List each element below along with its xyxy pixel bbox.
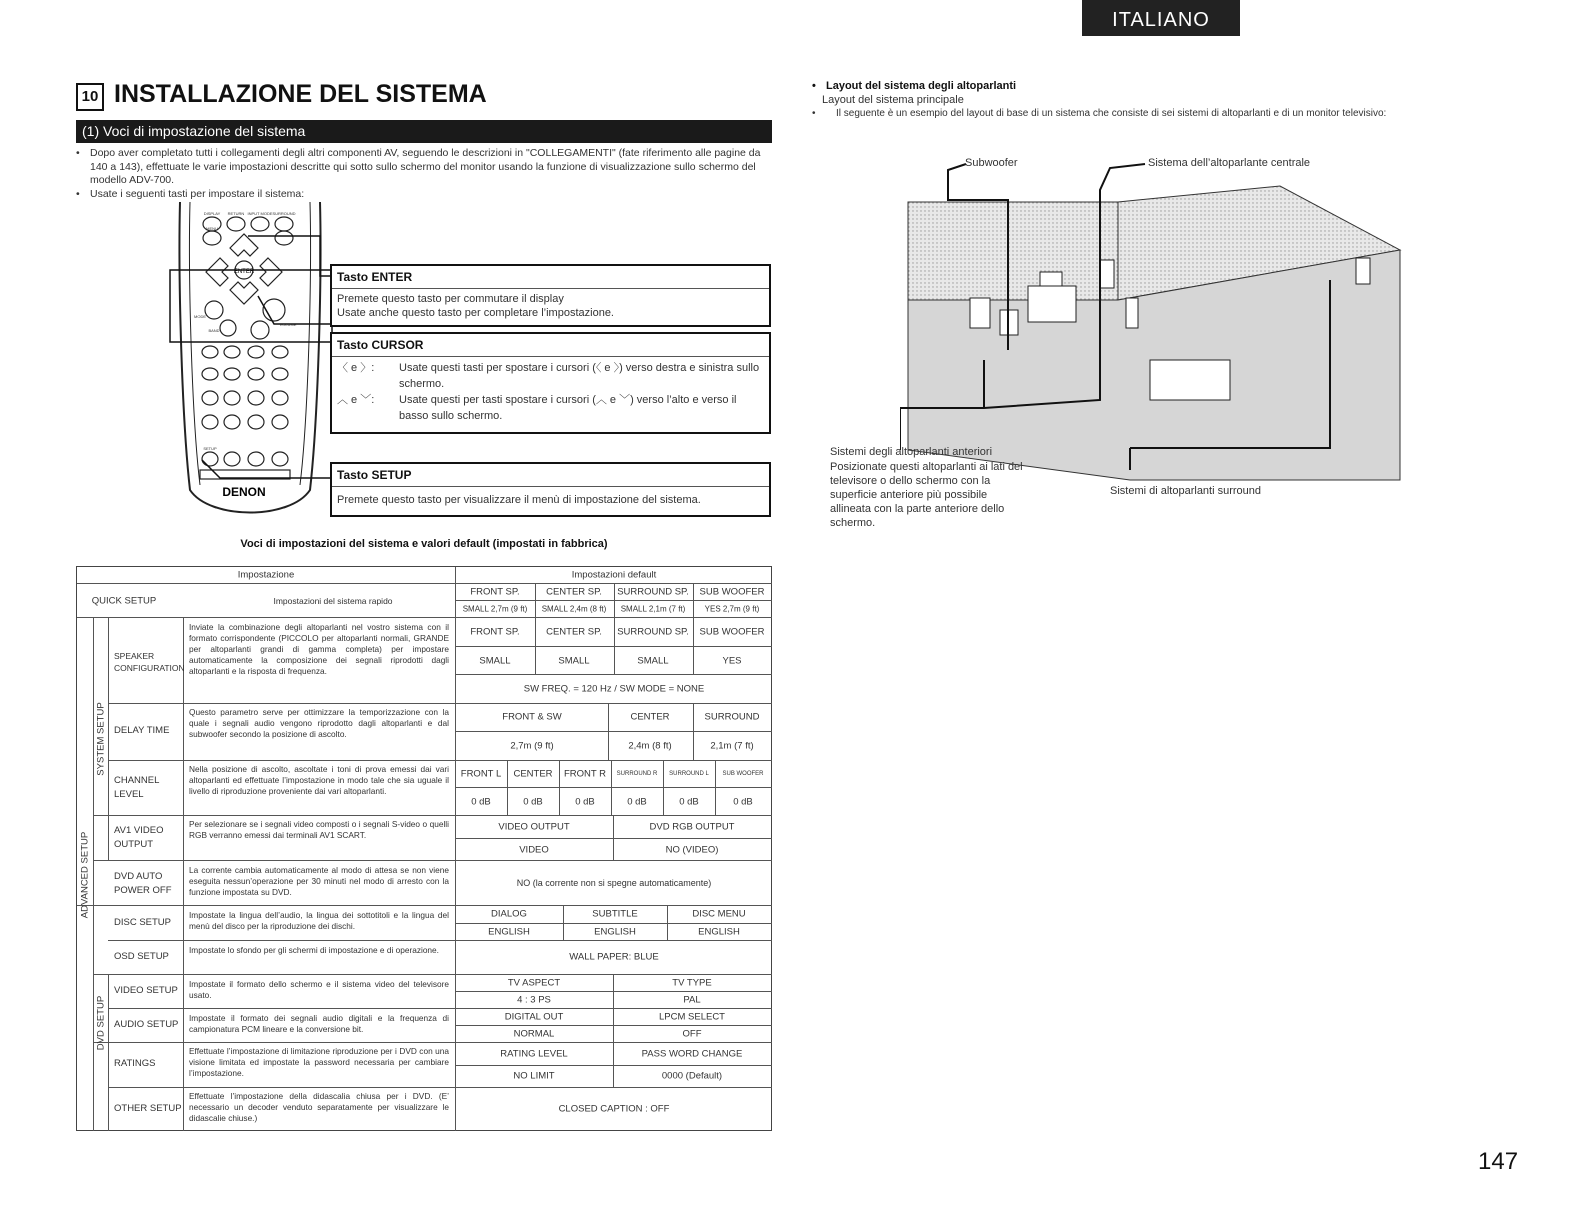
cell: SURROUND bbox=[704, 711, 760, 723]
remote-label: MODE bbox=[194, 314, 206, 319]
cell: NORMAL bbox=[513, 1028, 555, 1040]
front-speakers-desc: Posizionate questi altoparlanti ai lati del televisore o dello schermo con la superficie anteriore più possibile allineata con la parte anteriore dello schermo. bbox=[830, 461, 1023, 529]
cell: SMALL bbox=[479, 655, 511, 667]
group-label: ADVANCED SETUP bbox=[79, 831, 91, 919]
cursor-ud-text: Usate questi per tasti spostare i cursori (︿ e ﹀) verso l’alto e verso il basso sullo schermo. bbox=[399, 394, 737, 422]
cell: 0 dB bbox=[523, 796, 543, 808]
room-drawing bbox=[908, 186, 1400, 480]
surround-speakers-label: Sistemi di altoparlanti surround bbox=[1110, 485, 1262, 497]
cell: SURROUND SP. bbox=[617, 586, 689, 598]
cell: YES 2,7m (9 ft) bbox=[704, 604, 760, 614]
row-desc: Impostate il formato dello schermo e il sistema video del televisore usato. bbox=[189, 979, 449, 1000]
row-name: VIDEO SETUP bbox=[114, 985, 178, 996]
cell: 0 dB bbox=[733, 796, 753, 808]
cell: SUB WOOFER bbox=[722, 771, 764, 777]
cell: 0 dB bbox=[627, 796, 647, 808]
cell: ENGLISH bbox=[488, 926, 530, 938]
row-desc: Effettuate l’impostazione della didascalia chiusa per i DVD. (E’ necessario un decoder venduto separatamente per visualizzare le didascalie chiuse.) bbox=[189, 1091, 449, 1123]
cell: CENTER bbox=[513, 768, 553, 780]
page-number: 147 bbox=[1478, 1148, 1519, 1175]
remote-label: INPUT MODE bbox=[247, 211, 273, 216]
row-desc: Impostazioni del sistema rapido bbox=[273, 596, 393, 606]
row-desc: Questo parametro serve per ottimizzare la temporizzazione con la quale i segnali audio vengono riprodotto dagli altoparlanti e dal subwoofer secondo la posizione di ascolto. bbox=[189, 707, 449, 739]
layout-heading: • Layout del sistema degli altoparlanti bbox=[812, 80, 1386, 92]
subsection-bar: (1) Voci di impostazione del sistema bbox=[76, 120, 772, 143]
cell: NO (la corrente non si spegne automaticamente) bbox=[516, 878, 712, 888]
intro-bullet: • Usate i seguenti tasti per impostare il sistema: bbox=[76, 188, 766, 202]
cell: SURROUND SP. bbox=[617, 626, 689, 638]
cell: NO LIMIT bbox=[513, 1070, 555, 1082]
setup-key-box bbox=[330, 462, 771, 517]
cell: 4 : 3 PS bbox=[517, 994, 551, 1006]
section-number: 10 bbox=[76, 83, 104, 111]
cell: SMALL 2,4m (8 ft) bbox=[541, 604, 607, 614]
intro-bullets bbox=[76, 147, 766, 201]
cursor-lr-text: Usate questi tasti per spostare i cursori (〈 e 〉) verso destra e sinistra sullo schermo. bbox=[399, 362, 760, 390]
cursor-key-title: Tasto CURSOR bbox=[332, 334, 769, 357]
cell: SUBTITLE bbox=[592, 908, 638, 920]
remote-label: SETUP bbox=[203, 446, 217, 451]
cell: SURROUND L bbox=[669, 771, 709, 777]
row-desc: Per selezionare se i segnali video composti o i segnali S-video o quelli RGB verranno emessi dai terminali AV1 SCART. bbox=[189, 819, 449, 840]
center-speaker-label: Sistema dell’altoparlante centrale bbox=[1148, 157, 1311, 169]
row-name: CHANNEL bbox=[114, 775, 160, 786]
cell: SW FREQ. = 120 Hz / SW MODE = NONE bbox=[523, 683, 705, 695]
remote-brand-logo: DENON bbox=[222, 485, 266, 499]
speaker-layout-diagram bbox=[900, 150, 1440, 490]
row-name: DISC SETUP bbox=[114, 917, 172, 928]
cell: CENTER SP. bbox=[546, 586, 602, 598]
cell: SURROUND R bbox=[616, 771, 658, 777]
subwoofer-label: Subwoofer bbox=[965, 157, 1018, 169]
cell: SMALL 2,7m (9 ft) bbox=[462, 604, 528, 614]
row-desc: Inviate la combinazione degli altoparlanti nel vostro sistema con il formato corrispondente (PICCOLO per altoparlanti normali, GRANDE per altoparlanti grandi di gamma completa) per impostare automaticamente la composizione dei segnali riprodotti dagli altoparlanti e la risposta di frequenza. bbox=[189, 622, 449, 676]
enter-key-line: Premete questo tasto per commutare il display bbox=[337, 293, 564, 305]
cell: FRONT SP. bbox=[470, 626, 520, 638]
remote-label: VOLUME bbox=[279, 322, 297, 327]
row-name: LEVEL bbox=[114, 789, 144, 800]
row-name: RATINGS bbox=[114, 1058, 156, 1069]
cell: SUB WOOFER bbox=[699, 586, 765, 598]
cell: 0 dB bbox=[575, 796, 595, 808]
cell: 0 dB bbox=[679, 796, 699, 808]
cell: SMALL bbox=[637, 655, 669, 667]
remote-enter-label: ENTER bbox=[233, 269, 255, 275]
cell: 2,7m (9 ft) bbox=[510, 740, 554, 752]
cell: LPCM SELECT bbox=[659, 1011, 725, 1023]
remote-label: SURROUND bbox=[272, 211, 296, 216]
settings-table bbox=[76, 566, 772, 1131]
row-desc: Effettuate l’impostazione di limitazione riproduzione per i DVD con una visione limitata ed impostate la password necessaria per cambiare l’impostazione. bbox=[189, 1046, 449, 1078]
group-label: DVD SETUP bbox=[95, 995, 107, 1051]
cell: CLOSED CAPTION : OFF bbox=[558, 1103, 670, 1115]
cell: CENTER bbox=[630, 711, 670, 723]
remote-label: MENU bbox=[206, 226, 218, 231]
cell: VIDEO bbox=[519, 844, 549, 856]
cell: RATING LEVEL bbox=[500, 1048, 568, 1060]
row-name: DVD AUTO bbox=[114, 871, 163, 882]
cell: FRONT SP. bbox=[470, 586, 520, 598]
cell: SUB WOOFER bbox=[699, 626, 765, 638]
row-desc: Impostate il formato dei segnali audio digitali e la frequenza di campionatura PCM lineare e la conversione bit. bbox=[189, 1013, 449, 1034]
layout-subheading: Layout del sistema principale bbox=[822, 94, 964, 106]
cell: VIDEO OUTPUT bbox=[498, 821, 570, 833]
row-name: OUTPUT bbox=[114, 839, 154, 850]
setup-key-title: Tasto SETUP bbox=[332, 464, 769, 487]
cell: FRONT R bbox=[563, 768, 607, 780]
cell: PAL bbox=[683, 994, 701, 1006]
table-header: Impostazioni default bbox=[571, 569, 657, 581]
language-tab: ITALIANO bbox=[1082, 0, 1240, 36]
remote-label: BAND bbox=[208, 328, 220, 333]
row-desc: Impostate lo sfondo per gli schermi di impostazione e di operazione. bbox=[189, 945, 439, 955]
row-name: POWER OFF bbox=[114, 885, 172, 896]
enter-key-title: Tasto ENTER bbox=[332, 266, 769, 289]
row-name: OTHER SETUP bbox=[114, 1103, 182, 1114]
row-name: OSD SETUP bbox=[114, 951, 169, 962]
cell: 2,1m (7 ft) bbox=[710, 740, 754, 752]
enter-key-line: Usate anche questo tasto per completare l’impostazione. bbox=[337, 307, 614, 319]
cell: TV TYPE bbox=[672, 977, 712, 989]
page-title: INSTALLAZIONE DEL SISTEMA bbox=[114, 80, 487, 108]
cell: 0 dB bbox=[471, 796, 491, 808]
cell: PASS WORD CHANGE bbox=[641, 1048, 743, 1060]
cursor-key-box bbox=[330, 332, 771, 434]
intro-bullet: • Dopo aver completato tutti i collegamenti degli altri componenti AV, seguendo le descrizioni in "COLLEGAMENTI" (fate riferimento alle pagine da 140 a 143), effettuate le varie impostazioni descritte qui sotto sullo schermo del monitor usando la funzione di visualizzazione sullo schermo del modello ADV-700. bbox=[76, 147, 766, 188]
cell: YES bbox=[722, 655, 742, 667]
remote-label: RETURN bbox=[227, 211, 245, 216]
cell: FRONT L bbox=[460, 768, 502, 780]
row-name: DELAY TIME bbox=[114, 725, 170, 736]
cell: 0000 (Default) bbox=[661, 1070, 723, 1082]
callout-lines bbox=[160, 220, 340, 490]
cell: CENTER SP. bbox=[546, 626, 602, 638]
row-name: AUDIO SETUP bbox=[114, 1019, 179, 1030]
row-name: SPEAKER bbox=[114, 651, 155, 661]
row-desc: La corrente cambia automaticamente al modo di attesa se non viene eseguita nessun’operazione per 30 minuti nel modo di arresto con la funzione impostata su DVD. bbox=[189, 865, 449, 897]
cell: DISC MENU bbox=[692, 908, 746, 920]
cursor-lr-keys: 〈 e 〉: bbox=[337, 362, 375, 374]
cell: DVD RGB OUTPUT bbox=[649, 821, 735, 833]
setup-key-line: Premete questo tasto per visualizzare il menù di impostazione del sistema. bbox=[337, 494, 701, 506]
cell: DIGITAL OUT bbox=[504, 1011, 564, 1023]
cell: NO (VIDEO) bbox=[665, 844, 719, 856]
cell: WALL PAPER: BLUE bbox=[569, 951, 659, 963]
row-name: CONFIGURATION bbox=[114, 663, 185, 673]
cell: OFF bbox=[682, 1028, 702, 1040]
front-speakers-label: Sistemi degli altoparlanti anteriori bbox=[830, 446, 993, 458]
cell: SMALL bbox=[558, 655, 590, 667]
cell: DIALOG bbox=[491, 908, 527, 920]
cursor-ud-keys: ︿ e ﹀: bbox=[337, 394, 375, 406]
group-label: SYSTEM SETUP bbox=[95, 702, 107, 776]
table-header: Impostazione bbox=[237, 569, 295, 581]
remote-label: DISPLAY bbox=[203, 211, 221, 216]
row-desc: Impostate la lingua dell’audio, la lingua dei sottotitoli e la lingua del menù del disco per la riproduzione dei dischi. bbox=[189, 910, 449, 931]
enter-key-box bbox=[330, 264, 771, 327]
cell: SMALL 2,1m (7 ft) bbox=[620, 604, 686, 614]
cell: TV ASPECT bbox=[507, 977, 561, 989]
row-desc: Nella posizione di ascolto, ascoltate i toni di prova emessi dai vari altoparlanti ed effettuate l’impostazione in modo tale che sia uguale il livello di riproduzione proveniente dai vari altoparlanti. bbox=[189, 764, 449, 796]
row-name: QUICK SETUP bbox=[91, 595, 157, 607]
settings-table-title: Voci di impostazioni del sistema e valori default (impostati in fabbrica) bbox=[240, 538, 608, 550]
layout-bullet: • Il seguente è un esempio del layout di base di un sistema che consiste di sei sistemi di altoparlanti e di un monitor televisivo: bbox=[812, 108, 1386, 119]
layout-section bbox=[812, 80, 1386, 119]
cell: ENGLISH bbox=[698, 926, 740, 938]
cell: 2,4m (8 ft) bbox=[628, 740, 672, 752]
cell: ENGLISH bbox=[594, 926, 636, 938]
row-name: AV1 VIDEO bbox=[114, 825, 164, 836]
cell: FRONT & SW bbox=[502, 711, 562, 723]
